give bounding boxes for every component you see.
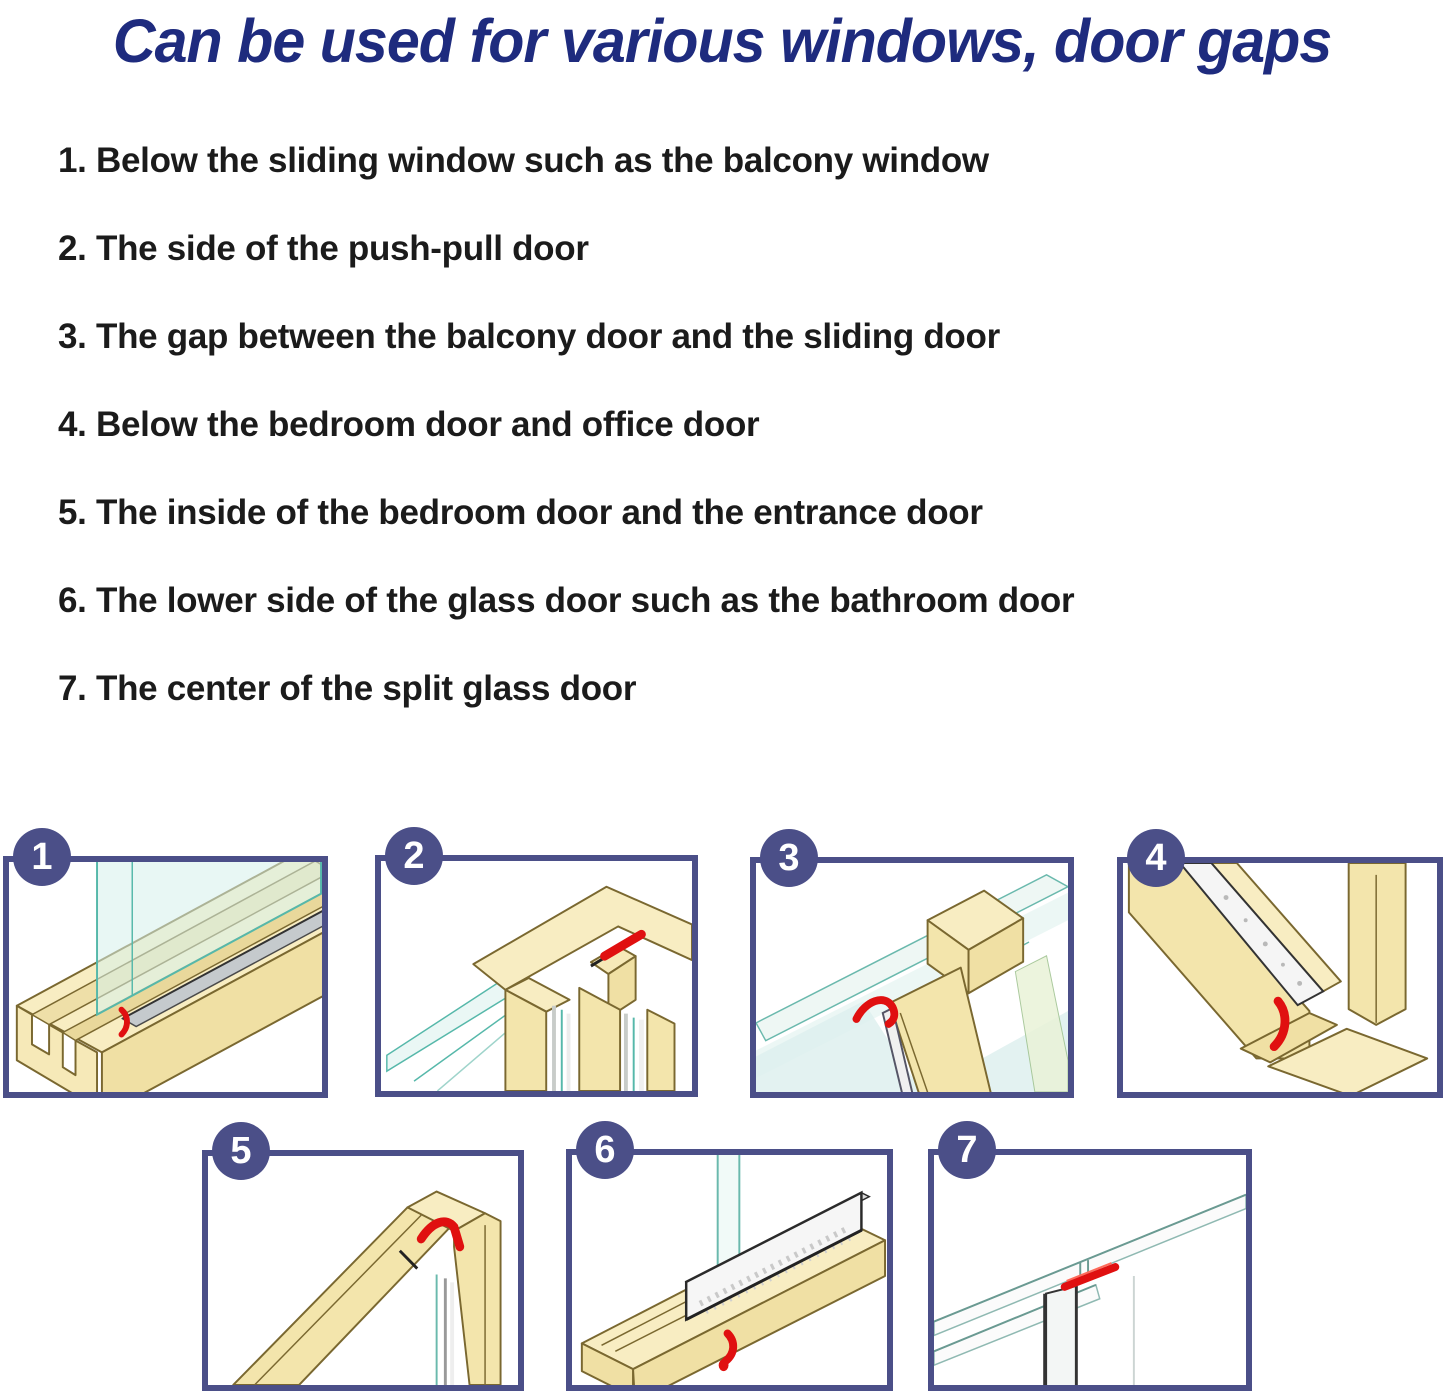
infographic-page	[0, 6, 1445, 1399]
panel-1-number: 1	[31, 835, 53, 878]
seal-and-glass-strips	[437, 1274, 453, 1385]
panel-3-number-badge	[760, 829, 818, 887]
use-case-list	[58, 140, 1445, 710]
panel-4	[1117, 836, 1443, 1098]
panel-3-number: 3	[778, 836, 800, 879]
use-case-item-1: 1. Below the sliding window such as the balcony window	[58, 141, 989, 180]
wood-frame	[473, 887, 692, 1091]
panel-1	[3, 835, 328, 1098]
panel-1-number-badge	[13, 828, 71, 886]
white-seal-strip	[1045, 1286, 1076, 1385]
use-case-item-6: 6. The lower side of the glass door such as the bathroom door	[58, 581, 1075, 620]
panel-2-number-badge	[385, 827, 443, 885]
panel-2	[375, 834, 698, 1097]
panel-7-number-badge	[938, 1121, 996, 1179]
panel-6-number-badge	[576, 1121, 634, 1179]
panel-6	[566, 1128, 893, 1391]
panel-6-number: 6	[594, 1128, 616, 1171]
use-case-item-2: 2. The side of the push-pull door	[58, 229, 589, 268]
panel-7-number: 7	[956, 1128, 978, 1171]
panel-5-number-badge	[212, 1122, 270, 1180]
sliding-window-sill-track-illustration	[9, 862, 322, 1092]
page-title	[0, 6, 1445, 76]
bedroom-office-door-bottom-illustration	[1123, 863, 1437, 1092]
panel-7	[928, 1128, 1252, 1391]
panel-4-number: 4	[1145, 836, 1167, 879]
glass-sheets	[934, 1195, 1246, 1385]
use-case-item-3: 3. The gap between the balcony door and the sliding door	[58, 317, 1000, 356]
panel-4-number-badge	[1127, 829, 1185, 887]
use-case-item-4: 4. Below the bedroom door and office door	[58, 405, 760, 444]
panel-5	[202, 1129, 524, 1391]
panel-3	[750, 836, 1074, 1098]
push-pull-door-side-illustration	[381, 861, 692, 1091]
use-case-item-5: 5. The inside of the bedroom door and the entrance door	[58, 493, 983, 532]
use-case-item-7: 7. The center of the split glass door	[58, 669, 637, 708]
split-glass-door-center-illustration	[934, 1155, 1246, 1385]
bedroom-entrance-door-inside-illustration	[208, 1156, 518, 1385]
panel-2-number: 2	[403, 834, 425, 877]
balcony-sliding-door-gap-illustration	[756, 863, 1068, 1092]
panel-5-number: 5	[230, 1129, 252, 1172]
wood-door-and-jamb	[233, 1192, 500, 1385]
glass-door-lower-side-illustration	[572, 1155, 887, 1385]
page-title-text: Can be used for various windows, door gaps	[113, 7, 1332, 75]
